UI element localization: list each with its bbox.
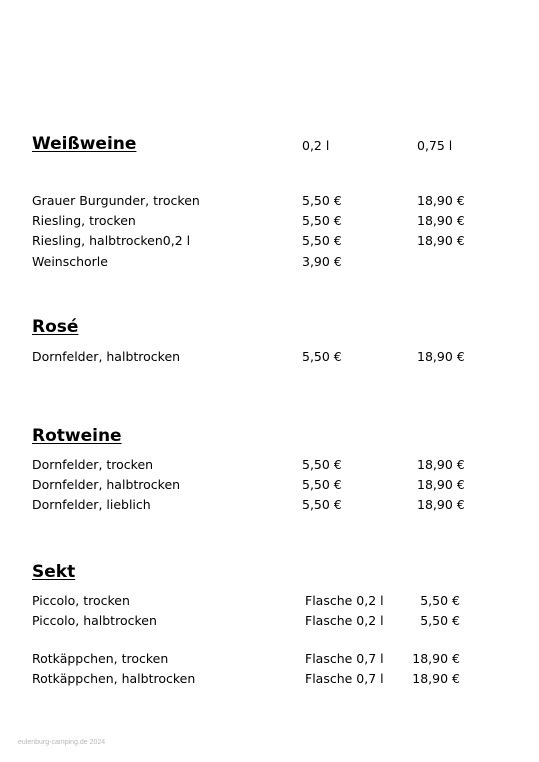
- price-small: 5,50 €: [302, 477, 342, 492]
- bottle-size: Flasche 0,2 l: [305, 593, 384, 608]
- section-title-weissweine: Weißweine: [32, 134, 137, 154]
- wine-name: Dornfelder, halbtrocken: [32, 477, 181, 492]
- wine-name: Grauer Burgunder, trocken: [32, 193, 200, 208]
- wine-name: Dornfelder, lieblich: [32, 497, 151, 512]
- footer-watermark: eulenburg-camping.de 2024: [18, 739, 106, 746]
- price: 5,50 €: [420, 613, 460, 628]
- price-large: 18,90 €: [417, 477, 465, 492]
- column-header-small: 0,2 l: [302, 138, 330, 153]
- wine-name: Weinschorle: [32, 254, 108, 269]
- price-large: 18,90 €: [417, 349, 465, 364]
- price-large: 18,90 €: [417, 213, 465, 228]
- bottle-size: Flasche 0,7 l: [305, 671, 384, 686]
- price-small: 5,50 €: [302, 497, 342, 512]
- column-header-large: 0,75 l: [417, 138, 453, 153]
- wine-name: Piccolo, trocken: [32, 593, 130, 608]
- section-title-sekt: Sekt: [32, 562, 76, 582]
- wine-name: Dornfelder, halbtrocken: [32, 349, 181, 364]
- price: 5,50 €: [420, 593, 460, 608]
- price-small: 5,50 €: [302, 193, 342, 208]
- price-small: 5,50 €: [302, 213, 342, 228]
- price-large: 18,90 €: [417, 193, 465, 208]
- wine-name: Riesling, halbtrocken0,2 l: [32, 233, 191, 248]
- section-title-rose: Rosé: [32, 317, 79, 337]
- bottle-size: Flasche 0,7 l: [305, 651, 384, 666]
- wine-name: Rotkäppchen, halbtrocken: [32, 671, 196, 686]
- price-large: 18,90 €: [417, 233, 465, 248]
- price: 18,90 €: [412, 671, 460, 686]
- section-title-rotweine: Rotweine: [32, 426, 122, 446]
- wine-name: Riesling, trocken: [32, 213, 136, 228]
- wine-name: Piccolo, halbtrocken: [32, 613, 157, 628]
- bottle-size: Flasche 0,2 l: [305, 613, 384, 628]
- price-small: 3,90 €: [302, 254, 342, 269]
- price-small: 5,50 €: [302, 233, 342, 248]
- price: 18,90 €: [412, 651, 460, 666]
- price-large: 18,90 €: [417, 497, 465, 512]
- price-small: 5,50 €: [302, 457, 342, 472]
- wine-name: Dornfelder, trocken: [32, 457, 154, 472]
- price-small: 5,50 €: [302, 349, 342, 364]
- price-large: 18,90 €: [417, 457, 465, 472]
- wine-name: Rotkäppchen, trocken: [32, 651, 169, 666]
